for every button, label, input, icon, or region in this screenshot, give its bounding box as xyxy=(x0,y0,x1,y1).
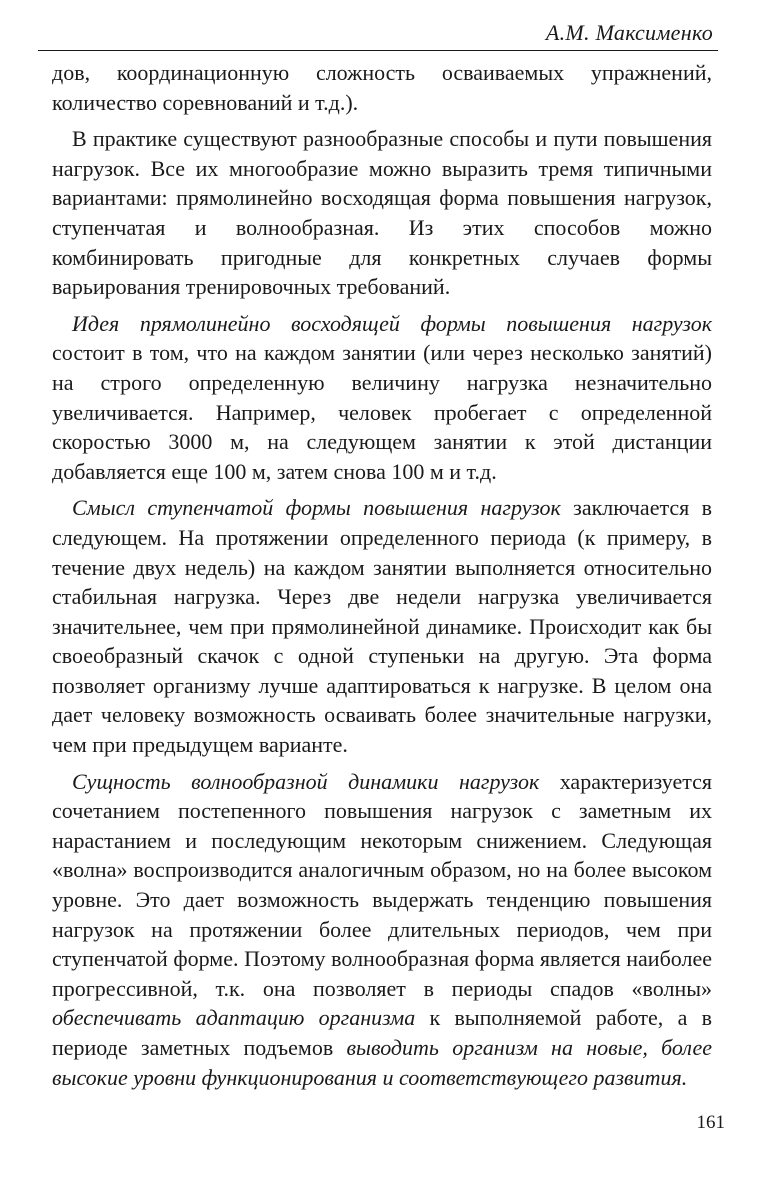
paragraph-linear-form xyxy=(52,309,712,487)
text-run: В практике существуют разнообразные способы и пути повышения нагрузок. Все их многообразие можно выразить тремя типичными вариантами: прямолинейно восходящая форма повышения нагрузок, ступенчатая и волнообразная. Из этих способов можно комбинировать пригодные для конкретных случаев формы варьирования тренировочных требований. xyxy=(52,126,712,300)
body-text xyxy=(52,58,712,1099)
running-head: А.М. Максименко xyxy=(545,20,713,45)
text-run: характеризуется сочетанием постепенного повышения нагрузок с заметным их нарастанием и последующим некоторым снижением. Следующая «волна» воспроизводится аналогичным образом, но на более высоком уровне. Это дает возможность выдержать тенденцию повышения нагрузок на протяжении более длительных периодов, чем при ступенчатой форме. Поэтому волнообразная форма является наиболее прогрессивной, т.к. она позволяет в периоды спадов «волны» xyxy=(52,768,712,1001)
paragraph-wave-form xyxy=(52,767,712,1093)
emphasis-phrase: выводить организм на новые, более высокие уровни функционирования и соответствующего развития. xyxy=(52,1035,712,1090)
page-number: 161 xyxy=(696,1112,725,1133)
text-run: дов, координационную сложность осваиваемых упражнений, количество соревнований и т.д.). xyxy=(52,60,712,115)
emphasis-term: Смысл ступенчатой формы повышения нагрузок xyxy=(72,495,561,521)
emphasis-term: Идея прямолинейно восходящей формы повышения нагрузок xyxy=(72,310,712,336)
paragraph-stepped-form xyxy=(52,493,712,759)
paragraph-methods xyxy=(52,124,712,302)
paragraph-continuation xyxy=(52,58,712,117)
text-run: состоит в том, что на каждом занятии (или через несколько занятий) на строго определенную величину нагрузка незначительно увеличивается. Например, человек пробегает с определенной скоростью 3000 м, на следующем занятии к этой дистанции добавляется еще 100 м, затем снова 100 м и т.д. xyxy=(52,340,712,484)
emphasis-term: Сущность волнообразной динамики нагрузок xyxy=(72,768,540,794)
emphasis-phrase: обеспечивать адаптацию организма xyxy=(52,1005,416,1031)
text-run: к выполняемой работе, а в периоде заметных подъемов xyxy=(52,1005,712,1060)
text-run: заключается в следующем. На протяжении определенного периода (к примеру, в течение двух недель) на каждом занятии выполняется относительно стабильная нагрузка. Через две недели нагрузка увеличивается значительнее, чем при прямолинейной динамике. Происходит как бы своеобразный скачок с одной ступеньки на другую. Эта форма позволяет организму лучше адаптироваться к нагрузке. В целом она дает человеку возможность осваивать более значительные нагрузки, чем при предыдущем варианте. xyxy=(52,495,712,758)
header-rule xyxy=(38,50,718,51)
